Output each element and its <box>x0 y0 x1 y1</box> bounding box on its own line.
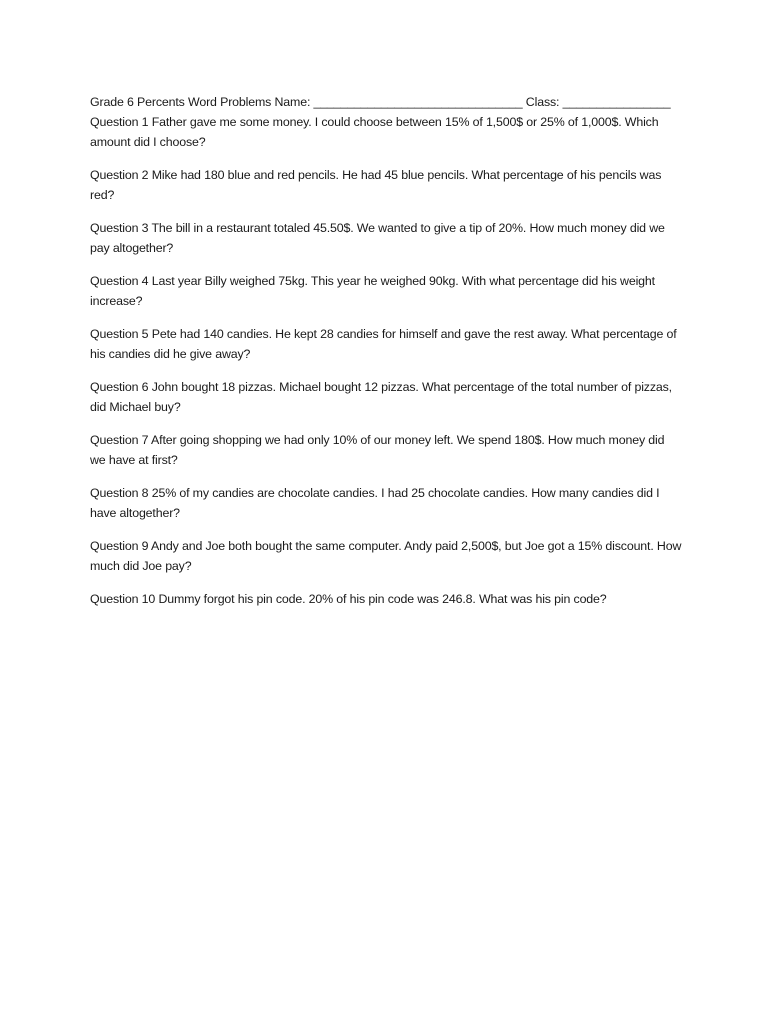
question-6: Question 6 John bought 18 pizzas. Michael bought 12 pizzas. What percentage of the total number of pizzas, did Michael buy? <box>90 380 672 414</box>
question-3: Question 3 The bill in a restaurant totaled 45.50$. We wanted to give a tip of 20%. How much money did we pay altogether? <box>90 221 665 255</box>
question-5: Question 5 Pete had 140 candies. He kept 28 candies for himself and gave the rest away. What percentage of his candies did he give away? <box>90 327 677 361</box>
question-4: Question 4 Last year Billy weighed 75kg. This year he weighed 90kg. With what percentage did his weight increase? <box>90 274 655 308</box>
question-1: Question 1 Father gave me some money. I could choose between 15% of 1,500$ or 25% of 1,000$. Which amount did I choose? <box>90 115 659 149</box>
worksheet-header: Grade 6 Percents Word Problems Name: _______________________________ Class: ________________ <box>90 95 671 109</box>
question-8: Question 8 25% of my candies are chocolate candies. I had 25 chocolate candies. How many candies did I have altogether? <box>90 486 660 520</box>
question-10: Question 10 Dummy forgot his pin code. 20% of his pin code was 246.8. What was his pin code? <box>90 592 607 606</box>
question-9: Question 9 Andy and Joe both bought the same computer. Andy paid 2,500$, but Joe got a 15% discount. How much did Joe pay? <box>90 539 682 573</box>
question-2: Question 2 Mike had 180 blue and red pencils. He had 45 blue pencils. What percentage of his pencils was red? <box>90 168 662 202</box>
question-7: Question 7 After going shopping we had only 10% of our money left. We spend 180$. How much money did we have at first? <box>90 433 665 467</box>
worksheet-body <box>90 92 682 622</box>
